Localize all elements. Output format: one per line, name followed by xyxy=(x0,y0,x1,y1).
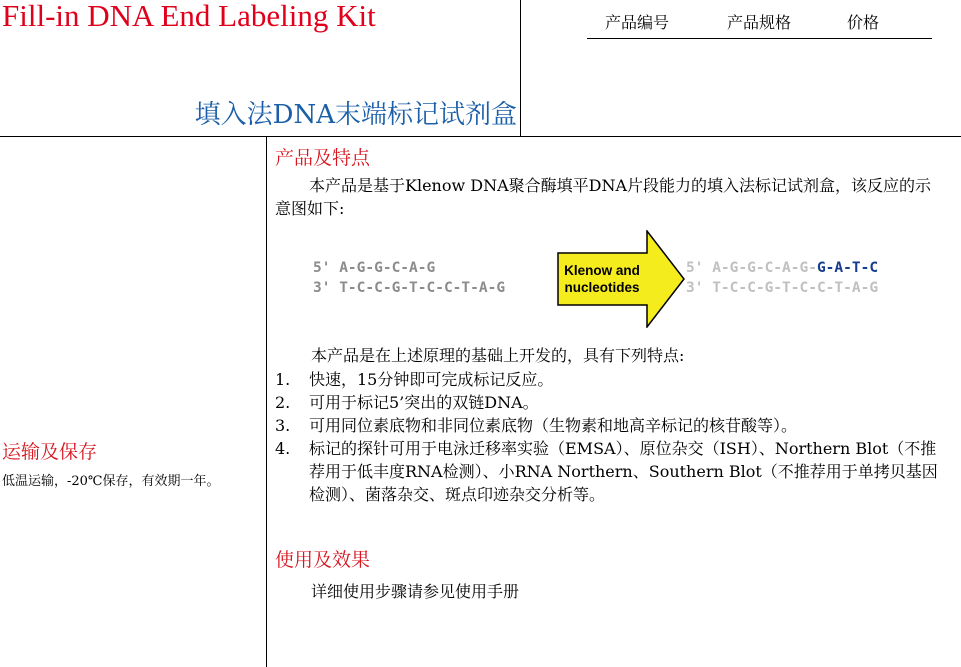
features-intro: 本产品是基于Klenow DNA聚合酶填平DNA片段能力的填入法标记试剂盒，该反应的示意图如下: xyxy=(275,176,932,218)
product-strand-bottom: 3' T-C-C-G-T-C-C-T-A-G xyxy=(686,280,879,296)
storage-text: 低温运输，-20℃保存，有效期一年。 xyxy=(2,474,220,489)
list-number: 2. xyxy=(275,393,291,412)
list-number: 4. xyxy=(275,439,291,458)
column-product-spec: 产品规格 xyxy=(727,13,792,32)
list-text: 标记的探针可用于电泳迁移率实验（EMSA）、原位杂交（ISH）、Northern Blot（不推荐用于低丰度RNA检测）、小RNA Northern、Southern Blot（不推荐用于单拷贝基因检测）、菌落杂交、斑点印迹杂交分析等。 xyxy=(309,439,938,504)
usage-text: 详细使用步骤请参见使用手册 xyxy=(311,582,520,601)
arrow-label-line2: nucleotides xyxy=(564,280,640,295)
product-strand-top: 5' A-G-G-C-A-G- xyxy=(686,260,817,276)
klenow-arrow-icon xyxy=(557,230,685,328)
dna-substrate xyxy=(313,258,505,298)
list-item xyxy=(275,368,947,391)
list-text: 可用于标记5’突出的双链DNA。 xyxy=(309,393,539,412)
product-info-header xyxy=(587,10,932,39)
features-list-intro: 本产品是在上述原理的基础上开发的，具有下列特点: xyxy=(311,346,685,365)
header-divider xyxy=(520,0,521,137)
substrate-strand-bottom: 3' T-C-C-G-T-C-C-T-A-G xyxy=(313,280,506,296)
column-product-number: 产品编号 xyxy=(605,13,670,32)
list-item xyxy=(275,414,947,437)
column-divider xyxy=(266,136,267,667)
list-text: 快速，15分钟即可完成标记反应。 xyxy=(309,370,554,389)
product-title-en: Fill-in DNA End Labeling Kit xyxy=(2,0,376,33)
list-item xyxy=(275,391,947,414)
features-list xyxy=(275,368,947,506)
dna-product xyxy=(686,258,878,298)
list-number: 1. xyxy=(275,370,291,389)
usage-heading: 使用及效果 xyxy=(275,549,371,571)
features-heading: 产品及特点 xyxy=(275,147,371,169)
list-number: 3. xyxy=(275,416,291,435)
product-title-cn: 填入法DNA末端标记试剂盒 xyxy=(194,100,517,130)
storage-heading: 运输及保存 xyxy=(2,441,98,463)
list-item xyxy=(275,437,947,506)
list-text: 可用同位素底物和非同位素底物（生物素和地高辛标记的核苷酸等）。 xyxy=(309,416,798,435)
section-divider xyxy=(0,136,961,137)
arrow-label-line1: Klenow and xyxy=(564,263,640,278)
substrate-strand-top: 5' A-G-G-C-A-G xyxy=(313,260,436,276)
column-price: 价格 xyxy=(847,13,880,32)
filled-in-bases: G-A-T-C xyxy=(816,260,879,276)
